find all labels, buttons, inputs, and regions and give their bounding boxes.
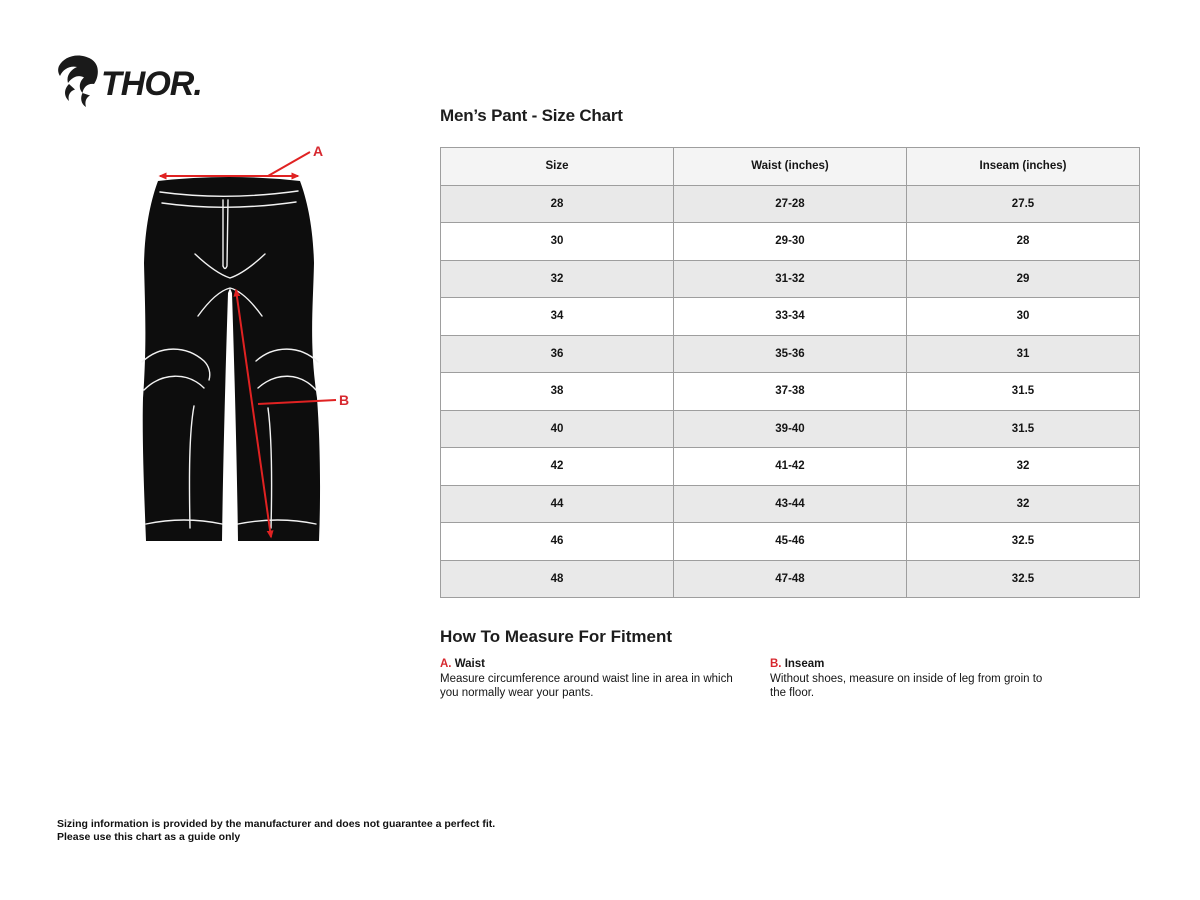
inseam-description: Without shoes, measure on inside of leg from groin to the floor. [770,673,1043,699]
table-row [441,373,1140,411]
table-cell: 46 [441,523,674,561]
waist-measure-label [440,658,770,670]
waist-letter: A. [440,658,452,670]
main-content [440,106,1140,700]
table-row [441,260,1140,298]
table-cell: 34 [441,298,674,336]
table-cell: 31.5 [907,410,1140,448]
table-cell: 33-34 [674,298,907,336]
table-cell: 43-44 [674,485,907,523]
brand-logo [55,54,215,109]
table-cell: 30 [907,298,1140,336]
table-cell: 28 [441,185,674,223]
waist-measure-arrow [160,143,323,176]
pants-measurement-diagram [138,138,360,558]
table-row [441,223,1140,261]
inseam-letter: B. [770,658,782,670]
goat-head-icon [58,55,98,107]
waist-label-a: A [313,143,324,159]
table-row [441,298,1140,336]
table-cell: 47-48 [674,560,907,598]
table-cell: 32.5 [907,560,1140,598]
table-row [441,485,1140,523]
table-cell: 36 [441,335,674,373]
inseam-measure-label [770,658,1140,670]
table-cell: 32 [907,485,1140,523]
pants-silhouette [142,177,320,541]
brand-name: THOR. [101,65,202,103]
disclaimer [57,818,495,843]
table-header-row [441,148,1140,186]
table-row [441,448,1140,486]
table-cell: 29-30 [674,223,907,261]
table-cell: 39-40 [674,410,907,448]
table-row [441,560,1140,598]
table-cell: 27-28 [674,185,907,223]
table-row [441,335,1140,373]
table-cell: 32 [441,260,674,298]
column-header: Waist (inches) [674,148,907,186]
table-cell: 27.5 [907,185,1140,223]
table-row [441,185,1140,223]
pants-figure-svg [138,138,360,558]
table-cell: 45-46 [674,523,907,561]
table-cell: 32.5 [907,523,1140,561]
table-cell: 38 [441,373,674,411]
table-row [441,523,1140,561]
table-row [441,410,1140,448]
table-cell: 31 [907,335,1140,373]
waist-description: Measure circumference around waist line in area in which you normally wear your pants. [440,673,733,699]
page-title: Men’s Pant - Size Chart [440,106,623,125]
disclaimer-line-1: Sizing information is provided by the manufacturer and does not guarantee a perfect fit. [57,818,496,830]
thor-logo-svg [55,54,215,109]
column-header: Size [441,148,674,186]
inseam-name: Inseam [784,658,825,670]
table-cell: 32 [907,448,1140,486]
waist-name: Waist [454,658,485,670]
table-cell: 48 [441,560,674,598]
table-cell: 29 [907,260,1140,298]
table-cell: 28 [907,223,1140,261]
howto-item-inseam [770,658,1140,700]
disclaimer-line-2: Please use this chart as a guide only [57,830,241,843]
howto-item-waist [440,658,770,700]
column-header: Inseam (inches) [907,148,1140,186]
size-chart-table [440,147,1140,598]
table-cell: 31.5 [907,373,1140,411]
table-cell: 30 [441,223,674,261]
howto-title: How To Measure For Fitment [440,627,673,646]
howto-columns [440,658,1140,700]
table-cell: 42 [441,448,674,486]
table-cell: 35-36 [674,335,907,373]
table-cell: 31-32 [674,260,907,298]
table-cell: 40 [441,410,674,448]
table-cell: 44 [441,485,674,523]
inseam-label-b: B [339,392,350,408]
size-table-body [441,185,1140,598]
table-cell: 37-38 [674,373,907,411]
table-cell: 41-42 [674,448,907,486]
